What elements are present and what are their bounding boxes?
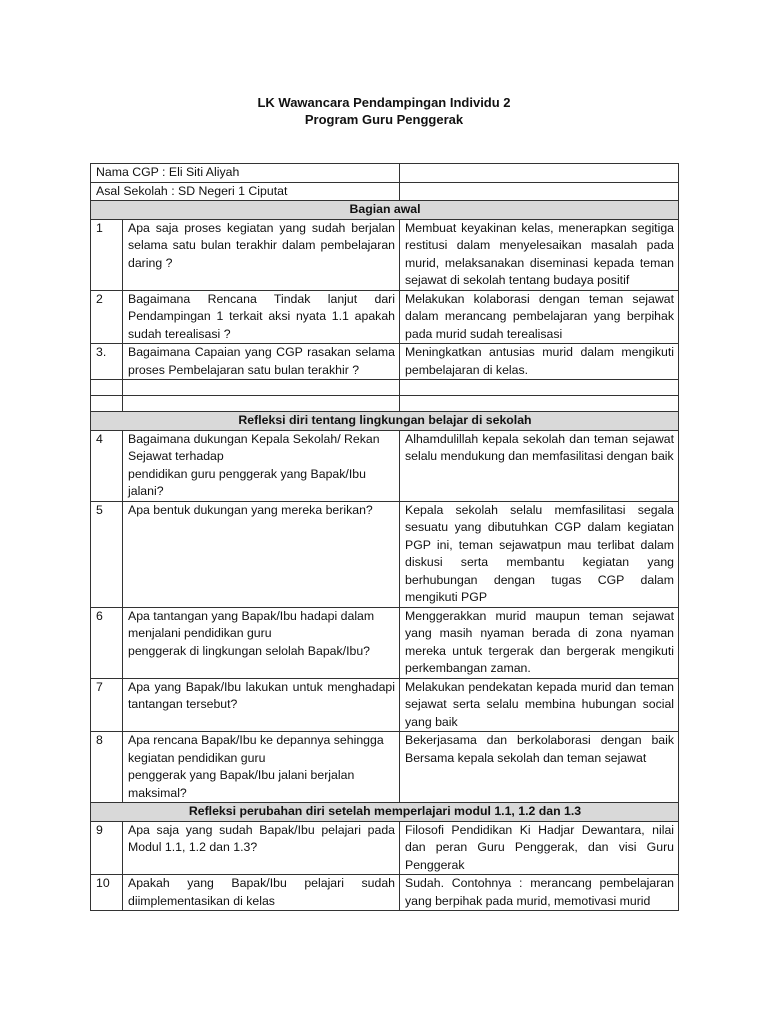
title-line-1: LK Wawancara Pendampingan Individu 2 [257,95,511,110]
table-row [91,344,679,380]
info-row-nama [91,164,679,183]
section-title: Bagian awal [91,201,679,220]
question: Apa saja yang sudah Bapak/Ibu pelajari pada Modul 1.1, 1.2 dan 1.3? [123,821,400,875]
document-title [0,94,768,128]
empty-row [91,380,679,396]
question-line: penggerak yang Bapak/Ibu jalani berjalan maksimal? [128,768,355,800]
question: Apa yang Bapak/Ibu lakukan untuk menghadapi tantangan tersebut? [123,678,400,732]
question: Bagaimana Rencana Tindak lanjut dari Pendampingan 1 terkait aksi nyata 1.1 apakah sudah terealisasi ? [123,290,400,344]
table-row [91,430,679,501]
answer: Alhamdulillah kepala sekolah dan teman sejawat selalu mendukung dan memfasilitasi dengan baik [400,430,679,501]
answer: Bekerjasama dan berkolaborasi dengan baik Bersama kepala sekolah dan teman sejawat [400,732,679,803]
row-number: 6 [91,607,123,678]
answer: Meningkatkan antusias murid dalam mengikuti pembelajaran di kelas. [400,344,679,380]
info-empty-cell [400,182,679,201]
row-number: 4 [91,430,123,501]
row-number: 2 [91,290,123,344]
table-row [91,607,679,678]
row-number: 7 [91,678,123,732]
question-line: Apa rencana Bapak/Ibu ke depannya sehingga kegiatan pendidikan guru [128,733,384,765]
section-header [91,803,679,822]
row-number: 3. [91,344,123,380]
question-line: pendidikan guru penggerak yang Bapak/Ibu jalani? [128,466,366,498]
section-header [91,412,679,431]
table-row [91,821,679,875]
empty-row [91,396,679,412]
question-line: Bagaimana dukungan Kepala Sekolah/ Rekan Sejawat terhadap [128,431,380,463]
answer: Melakukan kolaborasi dengan teman sejawat dalam merancang pembelajaran yang berpihak pada murid sudah terealisasi [400,290,679,344]
row-number: 1 [91,219,123,290]
answer: Kepala sekolah selalu memfasilitasi segala sesuatu yang dibutuhkan CGP dalam kegiatan PGP ini, teman sejawatpun mau terlibat dalam diskusi serta membantu kegiatan yang berhubungan dengan tugas CGP dalam mengikuti PGP [400,501,679,607]
answer: Sudah. Contohnya : merancang pembelajaran yang berpihak pada murid, memotivasi murid [400,875,679,911]
answer: Melakukan pendekatan kepada murid dan teman sejawat serta selalu membina hubungan social yang baik [400,678,679,732]
table-row [91,875,679,911]
table-row [91,732,679,803]
question: Apa bentuk dukungan yang mereka berikan? [123,501,400,607]
row-number: 10 [91,875,123,911]
title-line-2: Program Guru Penggerak [304,112,464,127]
table-row [91,290,679,344]
asal-sekolah: Asal Sekolah : SD Negeri 1 Ciputat [91,182,400,201]
question-line: Apa tantangan yang Bapak/Ibu hadapi dalam menjalani pendidikan guru [128,608,375,640]
table-row [91,501,679,607]
table-row [91,678,679,732]
question-line: penggerak di lingkungan selolah Bapak/Ibu? [128,643,371,658]
question [123,430,400,501]
question: Apa saja proses kegiatan yang sudah berjalan selama satu bulan terakhir dalam pembelajaran daring ? [123,219,400,290]
info-row-sekolah [91,182,679,201]
answer: Filosofi Pendidikan Ki Hadjar Dewantara, nilai dan peran Guru Penggerak, dan visi Guru Penggerak [400,821,679,875]
row-number: 9 [91,821,123,875]
info-empty-cell [400,164,679,183]
interview-table [90,163,679,911]
nama-cgp: Nama CGP : Eli Siti Aliyah [91,164,400,183]
table-row [91,219,679,290]
answer: Membuat keyakinan kelas, menerapkan segitiga restitusi dalam menyelesaikan masalah pada murid, melaksanakan diseminasi kepada teman sejawat di sekolah tentang budaya positif [400,219,679,290]
section-title: Refleksi perubahan diri setelah memperlajari modul 1.1, 1.2 dan 1.3 [91,803,679,822]
question [123,732,400,803]
answer: Menggerakkan murid maupun teman sejawat yang masih nyaman berada di zona nyaman mereka untuk tergerak dan bergerak mengikuti perkembangan zaman. [400,607,679,678]
question [123,607,400,678]
question: Apakah yang Bapak/Ibu pelajari sudah diimplementasikan di kelas [123,875,400,911]
section-header [91,201,679,220]
section-title: Refleksi diri tentang lingkungan belajar di sekolah [91,412,679,431]
row-number: 8 [91,732,123,803]
row-number: 5 [91,501,123,607]
question: Bagaimana Capaian yang CGP rasakan selama proses Pembelajaran satu bulan terakhir ? [123,344,400,380]
